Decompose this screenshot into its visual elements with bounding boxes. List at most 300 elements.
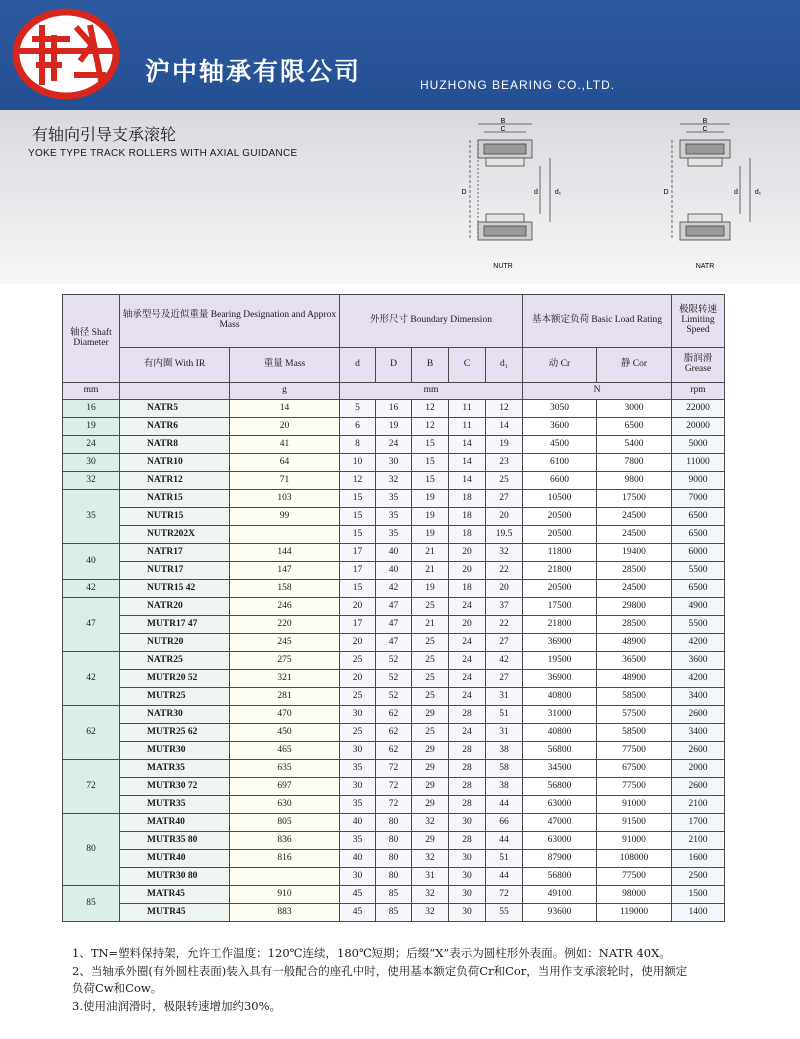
designation-cell: MUTR25	[120, 688, 230, 706]
outer-d-cell: 62	[376, 724, 412, 742]
speed-cell: 5000	[672, 436, 725, 454]
mass-cell: 450	[230, 724, 340, 742]
bore-d-cell: 20	[340, 670, 376, 688]
speed-cell: 5500	[672, 562, 725, 580]
width-c-cell: 30	[449, 886, 486, 904]
table-row	[63, 544, 725, 562]
dim-bore-d-label: d	[534, 189, 538, 196]
d1-cell: 22	[486, 562, 523, 580]
outer-d-cell: 80	[376, 832, 412, 850]
width-c-cell: 30	[449, 868, 486, 886]
bore-d-cell: 17	[340, 616, 376, 634]
width-b-cell: 15	[412, 454, 449, 472]
width-c-cell: 24	[449, 688, 486, 706]
speed-cell: 6500	[672, 580, 725, 598]
d1-cell: 20	[486, 580, 523, 598]
shaft-diameter-cell: 30	[63, 454, 120, 472]
mass-unit: g	[230, 383, 340, 400]
width-c-cell: 28	[449, 760, 486, 778]
d1-cell: 27	[486, 634, 523, 652]
designation-cell: MUTR35 80	[120, 832, 230, 850]
dynamic-load-header: 动 Cr	[523, 348, 597, 383]
designation-cell: MUTR45	[120, 904, 230, 922]
table-row	[63, 472, 725, 490]
dimension-unit: mm	[340, 383, 523, 400]
designation-cell: NATR20	[120, 598, 230, 616]
width-b-cell: 12	[412, 400, 449, 418]
designation-cell: NATR30	[120, 706, 230, 724]
speed-cell: 5500	[672, 616, 725, 634]
mass-cell: 635	[230, 760, 340, 778]
mass-cell: 158	[230, 580, 340, 598]
width-c-header: C	[449, 348, 486, 383]
notes-section	[72, 945, 687, 1015]
width-b-cell: 21	[412, 616, 449, 634]
dynamic-load-cell: 36900	[523, 670, 597, 688]
static-load-cell: 119000	[597, 904, 672, 922]
mass-cell: 246	[230, 598, 340, 616]
width-b-cell: 32	[412, 886, 449, 904]
designation-cell: MUTR35	[120, 796, 230, 814]
speed-cell: 6500	[672, 526, 725, 544]
static-load-cell: 98000	[597, 886, 672, 904]
speed-cell: 20000	[672, 418, 725, 436]
table-row	[63, 490, 725, 508]
mass-cell: 103	[230, 490, 340, 508]
bore-d-cell: 45	[340, 886, 376, 904]
with-ir-unit	[120, 383, 230, 400]
shaft-diameter-cell: 19	[63, 418, 120, 436]
dim-d1-label: d₁	[754, 189, 762, 196]
shaft-diameter-cell: 85	[63, 886, 120, 922]
speed-cell: 7000	[672, 490, 725, 508]
d1-cell: 14	[486, 418, 523, 436]
speed-cell: 22000	[672, 400, 725, 418]
width-b-cell: 19	[412, 580, 449, 598]
shaft-diameter-cell: 80	[63, 814, 120, 886]
outer-d-cell: 72	[376, 796, 412, 814]
company-name-en: HUZHONG BEARING CO.,LTD.	[420, 78, 616, 92]
outer-d-cell: 47	[376, 634, 412, 652]
d1-cell: 44	[486, 868, 523, 886]
speed-cell: 2600	[672, 742, 725, 760]
d1-cell: 44	[486, 796, 523, 814]
width-b-cell: 19	[412, 490, 449, 508]
dynamic-load-cell: 87900	[523, 850, 597, 868]
outer-d-cell: 62	[376, 742, 412, 760]
designation-cell: MUTR25 62	[120, 724, 230, 742]
width-c-cell: 28	[449, 706, 486, 724]
d1-cell: 22	[486, 616, 523, 634]
shaft-diameter-cell: 62	[63, 706, 120, 760]
designation-cell: MUTR17 47	[120, 616, 230, 634]
mass-cell: 64	[230, 454, 340, 472]
shaft-diameter-cell: 16	[63, 400, 120, 418]
designation-cell: NUTR15	[120, 508, 230, 526]
mass-cell: 275	[230, 652, 340, 670]
bore-d-cell: 20	[340, 634, 376, 652]
table-row	[63, 616, 725, 634]
width-c-cell: 30	[449, 814, 486, 832]
mass-cell: 321	[230, 670, 340, 688]
speed-cell: 1600	[672, 850, 725, 868]
width-b-header: B	[412, 348, 449, 383]
outer-d-cell: 47	[376, 616, 412, 634]
dynamic-load-cell: 47000	[523, 814, 597, 832]
bore-d-cell: 17	[340, 544, 376, 562]
width-b-cell: 19	[412, 526, 449, 544]
designation-cell: MUTR40	[120, 850, 230, 868]
dynamic-load-cell: 56800	[523, 868, 597, 886]
designation-cell: MUTR30 80	[120, 868, 230, 886]
width-c-cell: 11	[449, 418, 486, 436]
dynamic-load-cell: 17500	[523, 598, 597, 616]
page-title-cn: 有轴向引导支承滚轮	[32, 125, 177, 144]
shaft-diameter-cell: 72	[63, 760, 120, 814]
table-row	[63, 832, 725, 850]
static-load-cell: 91500	[597, 814, 672, 832]
d1-cell: 51	[486, 850, 523, 868]
table-body	[63, 400, 725, 922]
width-b-cell: 21	[412, 562, 449, 580]
dynamic-load-cell: 63000	[523, 832, 597, 850]
width-b-cell: 15	[412, 436, 449, 454]
d1-cell: 55	[486, 904, 523, 922]
units-row	[63, 383, 725, 400]
table-row	[63, 688, 725, 706]
outer-d-cell: 40	[376, 562, 412, 580]
outer-d-header: D	[376, 348, 412, 383]
dim-c-label: C	[500, 126, 506, 133]
outer-d-cell: 85	[376, 886, 412, 904]
d1-cell: 58	[486, 760, 523, 778]
dynamic-load-cell: 49100	[523, 886, 597, 904]
outer-d-cell: 47	[376, 598, 412, 616]
width-b-cell: 25	[412, 652, 449, 670]
static-load-cell: 67500	[597, 760, 672, 778]
bore-d-cell: 15	[340, 508, 376, 526]
bore-d-cell: 40	[340, 814, 376, 832]
outer-d-cell: 72	[376, 778, 412, 796]
width-c-cell: 18	[449, 580, 486, 598]
bearing-spec-table	[62, 294, 725, 922]
width-b-cell: 25	[412, 634, 449, 652]
dynamic-load-cell: 56800	[523, 742, 597, 760]
static-load-cell: 3000	[597, 400, 672, 418]
width-c-cell: 24	[449, 724, 486, 742]
bore-d-cell: 25	[340, 724, 376, 742]
note-1: 1、TN=塑料保持架，允许工作温度：120℃连续，180℃短期；后缀“X”表示为圆柱形外表面。例如：NATR 40X。	[72, 946, 671, 960]
speed-cell: 1500	[672, 886, 725, 904]
mass-cell: 71	[230, 472, 340, 490]
d1-cell: 12	[486, 400, 523, 418]
width-b-cell: 32	[412, 904, 449, 922]
static-load-cell: 28500	[597, 616, 672, 634]
dynamic-load-cell: 6600	[523, 472, 597, 490]
outer-d-cell: 16	[376, 400, 412, 418]
bore-d-cell: 40	[340, 850, 376, 868]
shaft-diameter-cell: 24	[63, 436, 120, 454]
bore-d-cell: 20	[340, 598, 376, 616]
width-c-cell: 28	[449, 742, 486, 760]
d1-cell: 72	[486, 886, 523, 904]
static-load-cell: 58500	[597, 688, 672, 706]
mass-cell: 41	[230, 436, 340, 454]
table-row	[63, 598, 725, 616]
width-b-cell: 21	[412, 544, 449, 562]
width-b-cell: 25	[412, 688, 449, 706]
designation-cell: NATR5	[120, 400, 230, 418]
width-b-cell: 29	[412, 832, 449, 850]
dim-bore-d-label: d	[734, 189, 738, 196]
bore-d-cell: 45	[340, 904, 376, 922]
table-row	[63, 706, 725, 724]
shaft-header: 轴径 Shaft Diameter	[63, 295, 120, 383]
bore-d-header: d	[340, 348, 376, 383]
load-unit: N	[523, 383, 672, 400]
outer-d-cell: 30	[376, 454, 412, 472]
width-b-cell: 29	[412, 778, 449, 796]
outer-d-cell: 62	[376, 706, 412, 724]
static-load-cell: 57500	[597, 706, 672, 724]
width-c-cell: 20	[449, 544, 486, 562]
designation-cell: NATR15	[120, 490, 230, 508]
width-c-cell: 11	[449, 400, 486, 418]
designation-cell: MATR45	[120, 886, 230, 904]
table-row	[63, 778, 725, 796]
width-b-cell: 15	[412, 472, 449, 490]
outer-d-cell: 52	[376, 670, 412, 688]
company-logo	[10, 5, 122, 103]
width-c-cell: 20	[449, 562, 486, 580]
header-band	[0, 0, 800, 110]
mass-cell: 910	[230, 886, 340, 904]
d1-cell: 31	[486, 724, 523, 742]
mass-cell: 20	[230, 418, 340, 436]
speed-cell: 4200	[672, 670, 725, 688]
designation-cell: NATR10	[120, 454, 230, 472]
designation-cell: NATR6	[120, 418, 230, 436]
bore-d-cell: 6	[340, 418, 376, 436]
d1-cell: 51	[486, 706, 523, 724]
dynamic-load-cell: 10500	[523, 490, 597, 508]
nutr-diagram-label: NUTR	[493, 263, 513, 270]
designation-cell: NUTR15 42	[120, 580, 230, 598]
table-row	[63, 742, 725, 760]
header-row-2	[63, 348, 725, 383]
d1-cell: 25	[486, 472, 523, 490]
width-b-cell: 32	[412, 814, 449, 832]
mass-cell: 281	[230, 688, 340, 706]
shaft-diameter-cell: 32	[63, 472, 120, 490]
designation-cell: NATR25	[120, 652, 230, 670]
mass-cell: 220	[230, 616, 340, 634]
table-row	[63, 400, 725, 418]
designation-cell: MUTR20 52	[120, 670, 230, 688]
dynamic-load-cell: 11800	[523, 544, 597, 562]
bore-d-cell: 12	[340, 472, 376, 490]
dynamic-load-cell: 93600	[523, 904, 597, 922]
width-b-cell: 29	[412, 706, 449, 724]
speed-cell: 4200	[672, 634, 725, 652]
static-load-cell: 24500	[597, 526, 672, 544]
width-c-cell: 28	[449, 778, 486, 796]
static-load-cell: 9800	[597, 472, 672, 490]
speed-unit: rpm	[672, 383, 725, 400]
bore-d-cell: 30	[340, 742, 376, 760]
d1-cell: 32	[486, 544, 523, 562]
outer-d-cell: 52	[376, 652, 412, 670]
speed-cell: 2600	[672, 778, 725, 796]
outer-d-cell: 35	[376, 508, 412, 526]
bore-d-cell: 30	[340, 868, 376, 886]
width-c-cell: 30	[449, 904, 486, 922]
designation-cell: MUTR30 72	[120, 778, 230, 796]
boundary-header: 外形尺寸 Boundary Dimension	[340, 295, 523, 348]
width-b-cell: 25	[412, 598, 449, 616]
speed-cell: 1700	[672, 814, 725, 832]
dynamic-load-cell: 20500	[523, 526, 597, 544]
static-load-cell: 108000	[597, 850, 672, 868]
static-load-cell: 91000	[597, 796, 672, 814]
static-load-cell: 77500	[597, 742, 672, 760]
speed-cell: 2500	[672, 868, 725, 886]
mass-cell: 14	[230, 400, 340, 418]
page-title-en: YOKE TYPE TRACK ROLLERS WITH AXIAL GUIDANCE	[28, 148, 298, 159]
table-row	[63, 454, 725, 472]
mass-cell: 697	[230, 778, 340, 796]
speed-header: 极限转速 Limiting Speed	[672, 295, 725, 348]
dynamic-load-cell: 4500	[523, 436, 597, 454]
speed-cell: 4900	[672, 598, 725, 616]
outer-d-cell: 52	[376, 688, 412, 706]
speed-cell: 2100	[672, 796, 725, 814]
width-c-cell: 24	[449, 598, 486, 616]
width-c-cell: 14	[449, 436, 486, 454]
d1-cell: 38	[486, 742, 523, 760]
header-row-1	[63, 295, 725, 348]
outer-d-cell: 80	[376, 868, 412, 886]
designation-cell: NUTR17	[120, 562, 230, 580]
bore-d-cell: 30	[340, 706, 376, 724]
table-row	[63, 508, 725, 526]
width-b-cell: 25	[412, 724, 449, 742]
d1-cell: 27	[486, 670, 523, 688]
speed-cell: 2000	[672, 760, 725, 778]
bore-d-cell: 15	[340, 526, 376, 544]
width-c-cell: 30	[449, 850, 486, 868]
shaft-unit: mm	[63, 383, 120, 400]
static-load-cell: 48900	[597, 670, 672, 688]
dynamic-load-cell: 63000	[523, 796, 597, 814]
table-row	[63, 562, 725, 580]
d1-cell: 19	[486, 436, 523, 454]
dynamic-load-cell: 3050	[523, 400, 597, 418]
table-row	[63, 868, 725, 886]
speed-cell: 6000	[672, 544, 725, 562]
width-c-cell: 24	[449, 652, 486, 670]
natr-diagram	[648, 118, 778, 273]
d1-header: d₁	[486, 348, 523, 383]
shaft-diameter-cell: 35	[63, 490, 120, 544]
static-load-cell: 91000	[597, 832, 672, 850]
static-load-cell: 24500	[597, 508, 672, 526]
outer-d-cell: 80	[376, 814, 412, 832]
width-b-cell: 32	[412, 850, 449, 868]
speed-cell: 3600	[672, 652, 725, 670]
table-row	[63, 796, 725, 814]
designation-cell: NATR8	[120, 436, 230, 454]
width-c-cell: 28	[449, 832, 486, 850]
table-row	[63, 814, 725, 832]
width-c-cell: 14	[449, 472, 486, 490]
speed-cell: 9000	[672, 472, 725, 490]
table-row	[63, 724, 725, 742]
width-c-cell: 18	[449, 508, 486, 526]
bore-d-cell: 30	[340, 778, 376, 796]
dynamic-load-cell: 21800	[523, 562, 597, 580]
mass-cell	[230, 868, 340, 886]
speed-cell: 3400	[672, 724, 725, 742]
designation-cell: NUTR202X	[120, 526, 230, 544]
dynamic-load-cell: 40800	[523, 688, 597, 706]
dim-outer-d-label: D	[663, 189, 669, 196]
dynamic-load-cell: 19500	[523, 652, 597, 670]
dynamic-load-cell: 56800	[523, 778, 597, 796]
bore-d-cell: 10	[340, 454, 376, 472]
dynamic-load-cell: 20500	[523, 508, 597, 526]
mass-cell: 99	[230, 508, 340, 526]
d1-cell: 66	[486, 814, 523, 832]
table-row	[63, 526, 725, 544]
designation-cell: NATR12	[120, 472, 230, 490]
bore-d-cell: 35	[340, 832, 376, 850]
outer-d-cell: 32	[376, 472, 412, 490]
outer-d-cell: 35	[376, 490, 412, 508]
natr-diagram-label: NATR	[695, 263, 715, 270]
shaft-diameter-cell: 40	[63, 544, 120, 580]
width-b-cell: 19	[412, 508, 449, 526]
outer-d-cell: 19	[376, 418, 412, 436]
static-load-header: 静 Cor	[597, 348, 672, 383]
static-load-cell: 29800	[597, 598, 672, 616]
width-b-cell: 29	[412, 796, 449, 814]
static-load-cell: 19400	[597, 544, 672, 562]
bore-d-cell: 25	[340, 688, 376, 706]
designation-cell: MATR40	[120, 814, 230, 832]
width-c-cell: 28	[449, 796, 486, 814]
table-row	[63, 580, 725, 598]
table-row	[63, 850, 725, 868]
shaft-diameter-cell: 42	[63, 580, 120, 598]
designation-cell: MATR35	[120, 760, 230, 778]
load-header: 基本额定负荷 Basic Load Rating	[523, 295, 672, 348]
designation-cell: NATR17	[120, 544, 230, 562]
static-load-cell: 28500	[597, 562, 672, 580]
static-load-cell: 24500	[597, 580, 672, 598]
outer-d-cell: 35	[376, 526, 412, 544]
mass-cell: 805	[230, 814, 340, 832]
bore-d-cell: 17	[340, 562, 376, 580]
width-c-cell: 18	[449, 490, 486, 508]
dim-b-label: B	[702, 118, 708, 125]
mass-cell: 470	[230, 706, 340, 724]
dynamic-load-cell: 34500	[523, 760, 597, 778]
outer-d-cell: 24	[376, 436, 412, 454]
width-b-cell: 31	[412, 868, 449, 886]
outer-d-cell: 42	[376, 580, 412, 598]
width-b-cell: 25	[412, 670, 449, 688]
